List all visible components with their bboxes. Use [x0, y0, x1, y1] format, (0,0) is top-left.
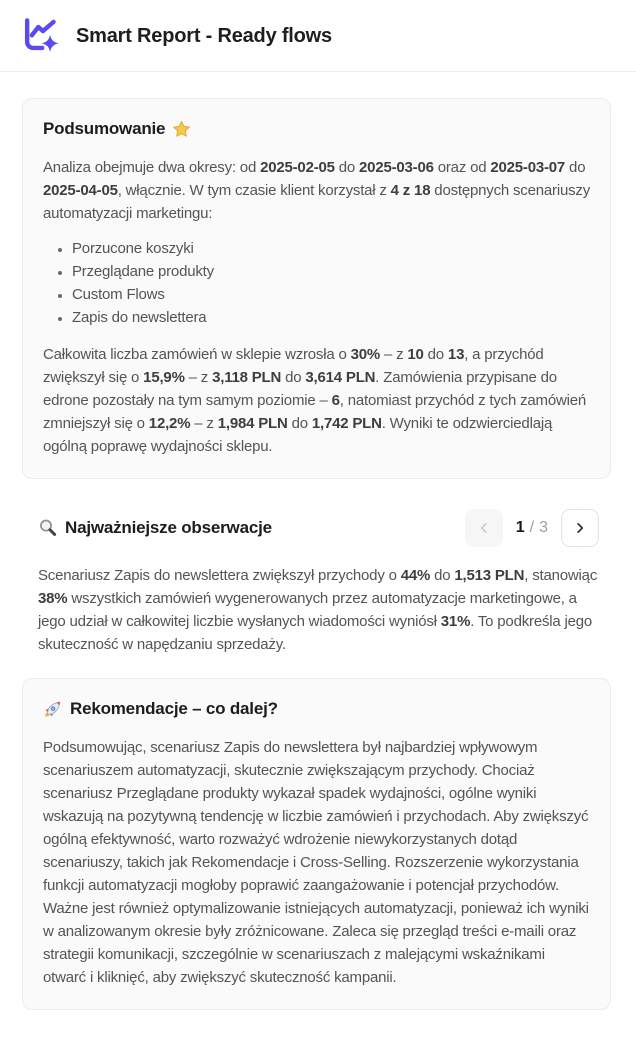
scenario-list-item: • Porzucone koszyki	[72, 237, 590, 260]
scenario-list	[43, 237, 590, 329]
observations-title-text: Najważniejsze obserwacje	[65, 518, 272, 537]
current-page: 1	[515, 519, 525, 536]
star-icon	[172, 120, 191, 139]
pagination	[465, 509, 599, 547]
report-body	[0, 72, 636, 1040]
scenario-list-item: • Custom Flows	[72, 283, 590, 306]
chart-sparkle-logo-icon	[18, 14, 62, 58]
summary-card	[22, 98, 611, 479]
page-indicator	[516, 519, 548, 537]
next-page-button[interactable]	[561, 509, 599, 547]
summary-card-title	[43, 119, 590, 139]
observations-section	[22, 509, 611, 656]
recommendations-title-text: Rekomendacje – co dalej?	[70, 699, 278, 718]
prev-page-button[interactable]	[465, 509, 503, 547]
observations-title	[38, 518, 272, 538]
page-separator: /	[529, 519, 535, 536]
recommendations-card	[22, 678, 611, 1010]
recommendations-card-title	[43, 699, 590, 719]
chevron-left-icon	[475, 519, 493, 537]
app-header	[0, 0, 636, 72]
observation-text: Scenariusz Zapis do newslettera zwiększył przychody o 44% do 1,513 PLN, stanowiąc 38% wszystkich zamówień wygenerowanych przez automatyzacje marketingowe, a jego udział w całkowitej liczbie wysłanych wiadomości wyniósł 31%. To podkreśla jego skuteczność w napędzaniu sprzedaży.	[38, 567, 598, 653]
chevron-right-icon	[571, 519, 589, 537]
summary-title-text: Podsumowanie	[43, 119, 166, 138]
total-pages: 3	[539, 519, 548, 536]
page-title: Smart Report - Ready flows	[76, 24, 332, 47]
summary-intro: Analiza obejmuje dwa okresy: od 2025-02-05 do 2025-03-06 oraz od 2025-03-07 do 2025-04-05, włącznie. W tym czasie klient korzystał z 4 z 18 dostępnych scenariuszy automatyzacji marketingu:	[43, 159, 590, 222]
scenario-list-item: • Przeglądane produkty	[72, 260, 590, 283]
scenario-list-item: • Zapis do newslettera	[72, 306, 590, 329]
summary-stats: Całkowita liczba zamówień w sklepie wzrosła o 30% – z 10 do 13, a przychód zwiększył się o 15,9% – z 3,118 PLN do 3,614 PLN. Zamówienia przypisane do edrone pozostały na tym samym poziomie – 6, natomiast przychód z tych zamówień zmniejszył się o 12,2% – z 1,984 PLN do 1,742 PLN. Wyniki te odzwierciedlają ogólną poprawę wydajności sklepu.	[43, 346, 587, 455]
observations-header	[38, 509, 599, 547]
recommendations-text: Podsumowując, scenariusz Zapis do newslettera był najbardziej wpływowym scenariuszem automatyzacji, skutecznie zwiększającym przychody. Chociaż scenariusz Przeglądane produkty wykazał spadek wydajności, ogólne wyniki wskazują na pozytywną tendencję w liczbie zamówień i przychodach. Aby zwiększyć ogólną efektywność, warto rozważyć wdrożenie niewykorzystanych dotąd scenariuszy, takich jak Rekomendacje i Cross-Selling. Rozszerzenie wykorzystania funkcji automatyzacji mogłoby poprawić zaangażowanie i potencjał przychodów. Ważne jest również optymalizowanie istniejących automatyzacji, ponieważ ich wyniki w analizowanym okresie były zróżnicowane. Zaleca się przegląd treści e-maili oraz strategii komunikacji, szczególnie w scenariuszach z malejącymi wskaźnikami otwarć i kliknięć, aby zwiększyć skuteczność kampanii.	[43, 739, 589, 986]
magnifier-icon	[38, 518, 58, 538]
rocket-icon	[43, 699, 63, 719]
